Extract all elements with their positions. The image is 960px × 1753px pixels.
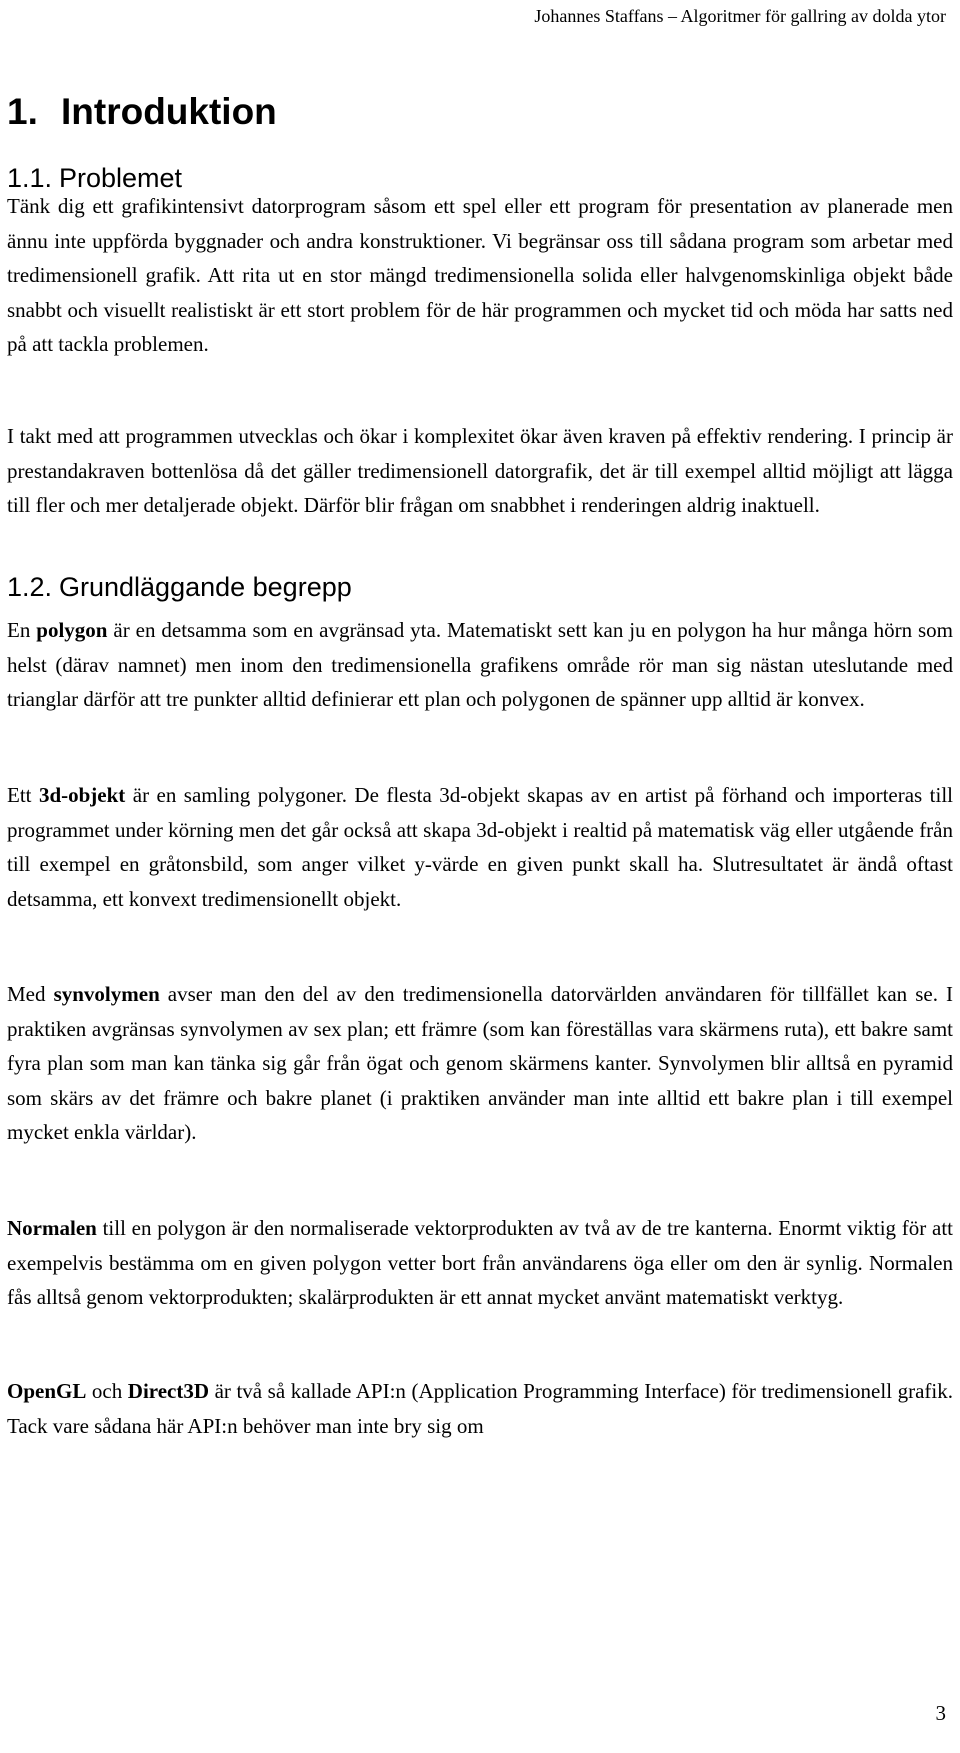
section-number: 1. [7, 91, 38, 132]
subsection-heading-grundlaggande-begrepp [7, 571, 352, 603]
paragraph-normalen-definition: Normalen till en polygon är den normaliserade vektorprodukten av två av de tre kanterna. Enormt viktig för att exempelvis bestämma om en given polygon vetter bort från användarens öga eller om den är synlig. Normalen fås alltså genom vektorprodukten; skalärprodukten är ett annat mycket använt matematiskt verktyg. [7, 1216, 953, 1309]
subsection-number: 1.2. [7, 572, 53, 602]
term-direct3d: Direct3D [127, 1379, 210, 1403]
subsection-title: Problemet [59, 163, 183, 193]
subsection-number: 1.1. [7, 163, 53, 193]
subsection-title: Grundläggande begrepp [59, 572, 352, 602]
paragraph-problem-intro: Tänk dig ett grafikintensivt datorprogram såsom ett spel eller ett program för presentation av planerade men ännu inte uppförda byggnader och andra konstruktioner. Vi begränsar oss till sådana program som arbetar med tredimensionell grafik. Att rita ut en stor mängd tredimensionella solida eller halvgenomskinliga objekt både snabbt och visuellt realistiskt är ett stort problem för de här programmen och mycket tid och möda har satts ned på att tackla problemen. [7, 194, 953, 356]
term-synvolymen: synvolymen [53, 982, 160, 1006]
paragraph-polygon-definition: En polygon är en detsamma som en avgränsad yta. Matematiskt sett kan ju en polygon ha hur många hörn som helst (därav namnet) men inom den tredimensionella grafikens område rör man sig nästan uteslutande med trianglar därför att tre punkter alltid definierar ett plan och polygonen de spänner upp alltid är konvex. [7, 618, 953, 711]
section-title: Introduktion [61, 91, 277, 132]
section-heading-introduktion [7, 90, 277, 134]
term-3d-objekt: 3d-objekt [38, 783, 126, 807]
paragraph-3d-object-definition: Ett 3d-objekt är en samling polygoner. De flesta 3d-objekt skapas av en artist på förhand och importeras till programmet under körning men det går också att skapa 3d-objekt i realtid på matematisk väg eller utgående från till exempel en gråtonsbild, som anger vilket y-värde en given punkt skall ha. Slutresultatet är ändå oftast detsamma, ett konvext tredimensionellt objekt. [7, 783, 953, 911]
paragraph-rendering-demands: I takt med att programmen utvecklas och ökar i komplexitet ökar även kraven på effektiv rendering. I princip är prestandakraven bottenlösa då det gäller tredimensionell datorgrafik, det är till exempel alltid möjligt att lägga till fler och mer detaljerade objekt. Därför blir frågan om snabbhet i renderingen aldrig inaktuell. [7, 424, 953, 517]
paragraph-synvolymen-definition: Med synvolymen avser man den del av den tredimensionella datorvärlden användaren för tillfället kan se. I praktiken avgränsas synvolymen av sex plan; ett främre (som kan föreställas vara skärmens ruta), ett bakre samt fyra plan som man kan tänka sig går från ögat och genom skärmens kanter. Synvolymen blir alltså en pyramid som skärs av det främre och bakre planet (i praktiken använder man inte alltid ett bakre plan i till exempel mycket enkla världar). [7, 982, 954, 1144]
term-normalen: Normalen [7, 1216, 97, 1240]
paragraph-api-definition: OpenGL och Direct3D är två så kallade API:n (Application Programming Interface) för tredimensionell grafik. Tack vare sådana här API:n behöver man inte bry sig om [7, 1379, 953, 1438]
running-header: Johannes Staffans – Algoritmer för gallring av dolda ytor [534, 6, 946, 26]
term-polygon: polygon [36, 618, 108, 642]
term-opengl: OpenGL [7, 1379, 87, 1403]
page-number: 3 [935, 1701, 946, 1725]
